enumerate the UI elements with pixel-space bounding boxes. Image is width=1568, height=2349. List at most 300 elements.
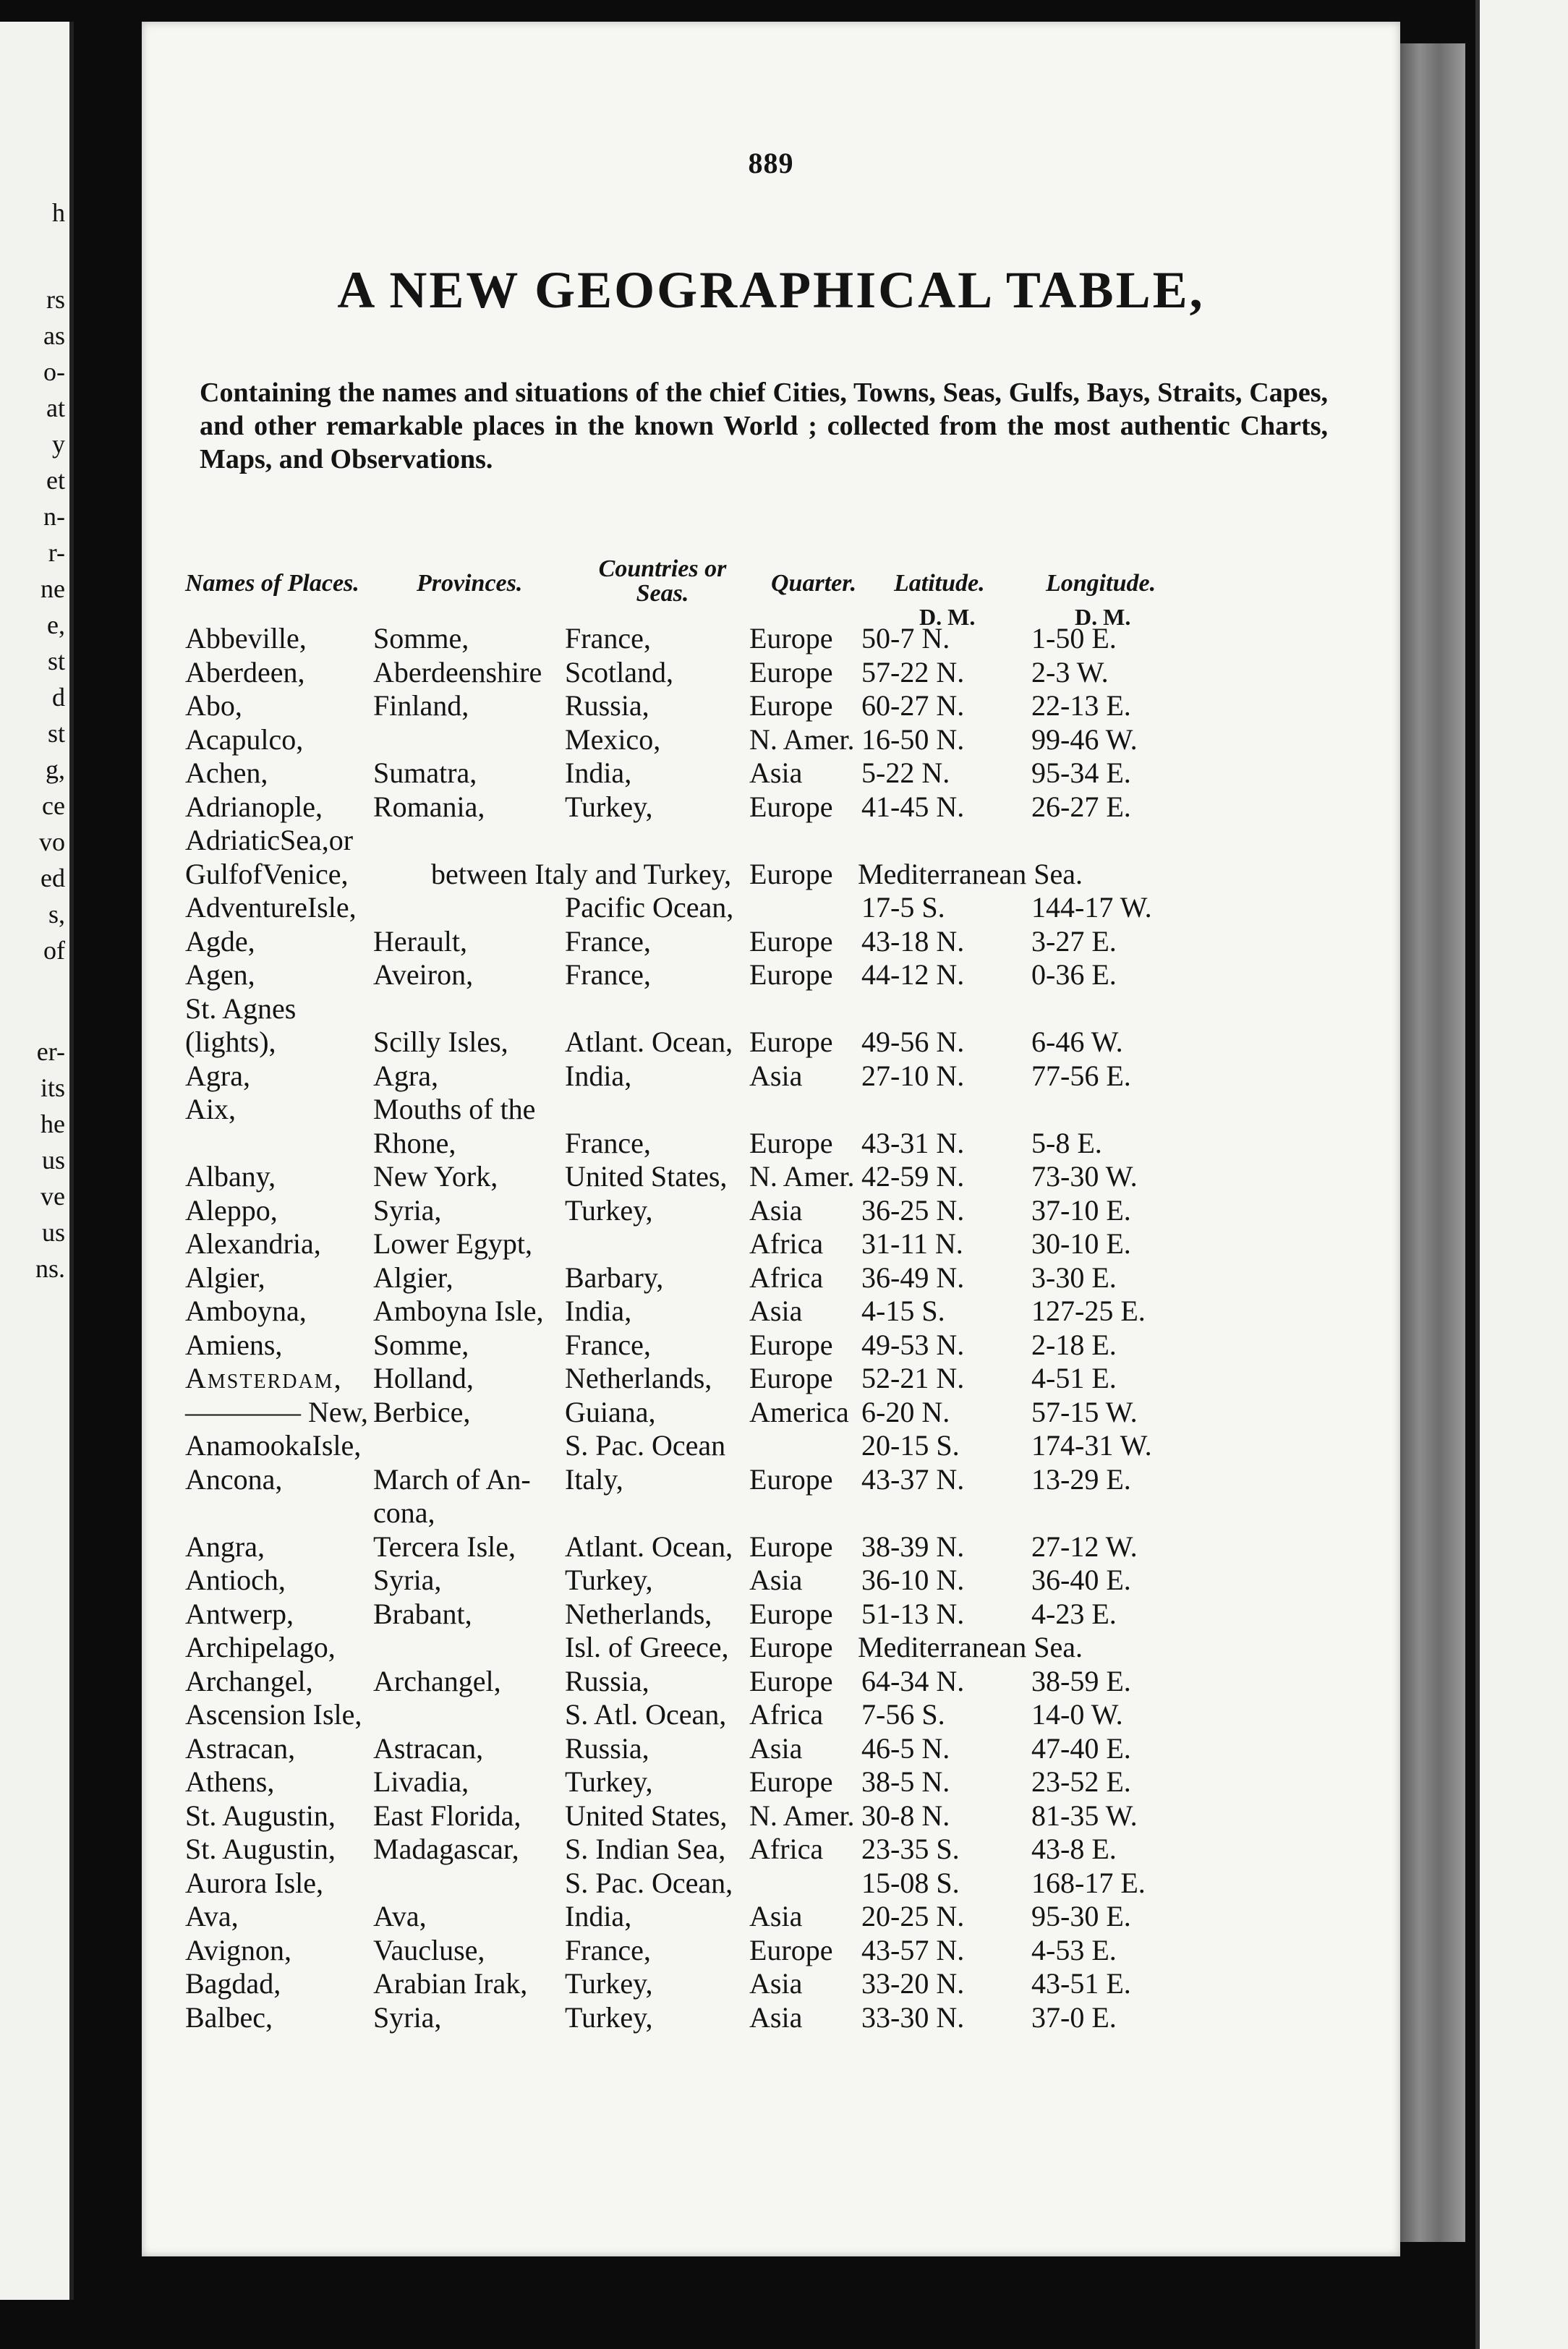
- facing-page-text-fragment: d: [52, 683, 65, 712]
- quarter-cell: Europe: [749, 655, 833, 688]
- place-name: Agra,: [185, 1059, 250, 1092]
- table-row: [142, 1967, 1400, 2001]
- facing-page-text-fragment: as: [43, 321, 65, 350]
- place-name: Antioch,: [185, 1564, 286, 1596]
- province-cell: Livadia,: [373, 1765, 469, 1798]
- page-fore-edge: [1400, 43, 1465, 2242]
- latitude-cell: 30-8 N.: [861, 1799, 950, 1832]
- province-cell: Holland,: [373, 1362, 474, 1394]
- place-name: Bagdad,: [185, 1967, 281, 2000]
- place-name: Amiens,: [185, 1328, 283, 1361]
- place-name: AnamookaIsle,: [185, 1429, 362, 1462]
- province-cell: Vaucluse,: [373, 1933, 485, 1966]
- latitude-cell: 6-20 N.: [861, 1395, 950, 1428]
- facing-page-edge: [0, 22, 74, 2300]
- latitude-cell: 27-10 N.: [861, 1059, 965, 1092]
- country-cell: Isl. of Greece,: [565, 1631, 729, 1663]
- longitude-cell: 174-31 W.: [1031, 1429, 1152, 1462]
- longitude-cell: 43-51 E.: [1031, 1967, 1131, 2000]
- country-cell: S. Pac. Ocean: [565, 1429, 726, 1462]
- latitude-cell: 44-12 N.: [861, 958, 965, 991]
- province-cell: Algier,: [373, 1261, 453, 1294]
- place-name: Antwerp,: [185, 1597, 294, 1630]
- quarter-cell: Europe: [749, 1462, 833, 1496]
- book-page: [142, 22, 1400, 2256]
- table-row: [142, 891, 1400, 925]
- table-row: [142, 1329, 1400, 1363]
- facing-page-text-fragment: rs: [46, 285, 65, 314]
- province-cell: Syria,: [373, 1564, 442, 1596]
- longitude-cell: 23-52 E.: [1031, 1765, 1131, 1798]
- facing-page-text-fragment: of: [43, 936, 65, 965]
- latitude-cell: 43-31 N.: [861, 1126, 965, 1159]
- quarter-cell: Europe: [749, 1026, 833, 1058]
- quarter-cell: Africa: [749, 1227, 824, 1260]
- place-name: Agde,: [185, 924, 255, 958]
- quarter-cell: Europe: [749, 689, 833, 722]
- latitude-cell: 52-21 N.: [861, 1362, 965, 1394]
- latitude-cell: 49-53 N.: [861, 1328, 965, 1361]
- country-cell: Guiana,: [565, 1395, 656, 1428]
- facing-page-text-fragment: st: [47, 719, 65, 748]
- place-name: Amsterdam,: [185, 1362, 343, 1394]
- quarter-cell: Asia: [749, 1059, 803, 1092]
- table-row: [142, 1060, 1400, 1094]
- country-cell: France,: [565, 1328, 651, 1361]
- longitude-cell: 38-59 E.: [1031, 1664, 1131, 1697]
- country-cell: Turkey,: [565, 790, 653, 823]
- quarter-cell: Asia: [749, 1564, 803, 1596]
- place-name: AdventureIsle,: [185, 891, 357, 924]
- quarter-cell: Africa: [749, 1833, 824, 1865]
- facing-page-text-fragment: h: [52, 198, 65, 227]
- facing-page-text-fragment: vo: [39, 827, 65, 856]
- latitude-cell: 36-25 N.: [861, 1193, 965, 1227]
- latitude-cell: 16-50 N.: [861, 722, 965, 756]
- province-cell: Rhone,: [373, 1126, 456, 1159]
- place-name: Aberdeen,: [185, 655, 305, 688]
- longitude-cell: 5-8 E.: [1031, 1126, 1102, 1159]
- province-cell: Madagascar,: [373, 1833, 519, 1865]
- country-cell: Mexico,: [565, 722, 661, 756]
- table-row: [142, 1732, 1400, 1766]
- table-row: [142, 858, 1400, 892]
- quarter-cell: Asia: [749, 1295, 803, 1327]
- facing-page-text-fragment: e,: [47, 610, 65, 639]
- table-row: [142, 1867, 1400, 1901]
- province-cell: Arabian Irak,: [373, 1967, 528, 2000]
- place-name: Aix,: [185, 1093, 236, 1125]
- quarter-cell: Asia: [749, 1731, 803, 1765]
- longitude-cell: 13-29 E.: [1031, 1462, 1131, 1496]
- latitude-cell: 31-11 N.: [861, 1227, 963, 1260]
- latitude-cell: Mediterranean Sea.: [858, 1631, 1083, 1663]
- latitude-cell: 36-10 N.: [861, 1564, 965, 1596]
- place-name: AdriaticSea,or: [185, 824, 354, 856]
- country-cell: Turkey,: [565, 1193, 653, 1227]
- page-title: A NEW GEOGRAPHICAL TABLE,: [337, 261, 1205, 319]
- latitude-cell: 50-7 N.: [861, 622, 950, 655]
- province-cell: Archangel,: [373, 1664, 501, 1697]
- column-header-quarter: Quarter.: [771, 570, 857, 597]
- table-row: [142, 1799, 1400, 1833]
- province-cell: Brabant,: [373, 1597, 472, 1630]
- table-row: [142, 1463, 1400, 1497]
- longitude-cell: 4-53 E.: [1031, 1933, 1117, 1966]
- country-cell: France,: [565, 1933, 651, 1966]
- table-row: [142, 1194, 1400, 1228]
- table-row: [142, 1026, 1400, 1060]
- province-cell: New York,: [373, 1160, 498, 1193]
- province-cell: Ava,: [373, 1900, 427, 1932]
- latitude-cell: 38-5 N.: [861, 1765, 950, 1798]
- province-cell: Berbice,: [373, 1395, 471, 1428]
- latitude-cell: 46-5 N.: [861, 1731, 950, 1765]
- quarter-cell: Africa: [749, 1261, 824, 1294]
- place-name: Adrianople,: [185, 790, 323, 823]
- facing-page-text-fragment: us: [41, 1218, 65, 1247]
- longitude-cell: 77-56 E.: [1031, 1059, 1131, 1092]
- country-cell: Atlant. Ocean,: [565, 1026, 733, 1058]
- place-name: Archangel,: [185, 1664, 313, 1697]
- quarter-cell: Europe: [749, 1362, 833, 1394]
- province-cell: cona,: [373, 1496, 435, 1529]
- country-cell: Barbary,: [565, 1261, 664, 1294]
- latitude-cell: 41-45 N.: [861, 790, 965, 823]
- table-row: [142, 723, 1400, 757]
- facing-page-text-fragment: y: [52, 430, 65, 459]
- country-cell: France,: [565, 622, 651, 655]
- place-name: Ava,: [185, 1900, 239, 1932]
- latitude-cell: 51-13 N.: [861, 1597, 965, 1630]
- facing-page-text-fragment: ns.: [35, 1254, 65, 1283]
- facing-page-text-fragment: st: [47, 647, 65, 675]
- place-name: St. Augustin,: [185, 1799, 336, 1832]
- latitude-cell: 38-39 N.: [861, 1530, 965, 1563]
- latitude-cell: 23-35 S.: [861, 1833, 960, 1865]
- country-cell: Turkey,: [565, 2000, 653, 2034]
- quarter-cell: N. Amer.: [749, 722, 855, 756]
- country-cell: Turkey,: [565, 1967, 653, 2000]
- quarter-cell: Asia: [749, 1193, 803, 1227]
- longitude-cell: 81-35 W.: [1031, 1799, 1138, 1832]
- table-row: [142, 689, 1400, 723]
- longitude-cell: 4-23 E.: [1031, 1597, 1117, 1630]
- country-cell: S. Indian Sea,: [565, 1833, 726, 1865]
- province-cell: Syria,: [373, 1193, 442, 1227]
- geographical-table: [142, 622, 1400, 2034]
- table-row: [142, 790, 1400, 824]
- longitude-cell: 43-8 E.: [1031, 1833, 1117, 1865]
- country-cell: Scotland,: [565, 655, 673, 688]
- province-cell: Somme,: [373, 1328, 469, 1361]
- country-cell: S. Atl. Ocean,: [565, 1698, 727, 1731]
- table-row: [142, 1429, 1400, 1463]
- place-name: Albany,: [185, 1160, 276, 1193]
- quarter-cell: Europe: [749, 1664, 833, 1697]
- place-name: Archipelago,: [185, 1631, 336, 1663]
- quarter-cell: Asia: [749, 1900, 803, 1932]
- province-cell: Astracan,: [373, 1731, 484, 1765]
- latitude-subheader: D. M.: [919, 604, 976, 630]
- country-cell: Russia,: [565, 1731, 649, 1765]
- longitude-cell: 127-25 E.: [1031, 1295, 1146, 1327]
- province-cell: Aberdeenshire: [373, 655, 542, 688]
- longitude-cell: 2-18 E.: [1031, 1328, 1117, 1361]
- table-row: [142, 1530, 1400, 1564]
- table-row: [142, 1362, 1400, 1396]
- table-row: [142, 1900, 1400, 1934]
- latitude-cell: 4-15 S.: [861, 1295, 945, 1327]
- table-row: [142, 824, 1400, 858]
- longitude-cell: 6-46 W.: [1031, 1026, 1123, 1058]
- table-row: [142, 656, 1400, 690]
- quarter-cell: Europe: [749, 1328, 833, 1361]
- place-name: Algier,: [185, 1261, 265, 1294]
- longitude-cell: 3-30 E.: [1031, 1261, 1117, 1294]
- province-cell: Sumatra,: [373, 756, 477, 789]
- intro-paragraph: Containing the names and situations of the chief Cities, Towns, Seas, Gulfs, Bays, Straits, Capes, and other remarkable places in the known World ; collected from the most authentic Charts, Maps, and Observations.: [200, 378, 1328, 474]
- quarter-cell: Asia: [749, 1967, 803, 2000]
- facing-page-text-fragment: at: [46, 393, 65, 422]
- quarter-cell: Europe: [749, 790, 833, 823]
- quarter-cell: Africa: [749, 1698, 824, 1731]
- column-header-names: Names of Places.: [185, 570, 359, 597]
- quarter-cell: America: [749, 1395, 849, 1428]
- country-cell: United States,: [565, 1799, 728, 1832]
- province-cell: Amboyna Isle,: [373, 1295, 544, 1327]
- table-row: [142, 622, 1400, 656]
- country-cell: Turkey,: [565, 1564, 653, 1596]
- place-name: Amboyna,: [185, 1295, 307, 1327]
- facing-page-text-fragment: ed: [41, 864, 65, 892]
- place-name: Abo,: [185, 689, 242, 722]
- longitude-cell: 26-27 E.: [1031, 790, 1131, 823]
- latitude-cell: 43-18 N.: [861, 924, 965, 958]
- longitude-cell: 2-3 W.: [1031, 655, 1109, 688]
- latitude-cell: 36-49 N.: [861, 1261, 965, 1294]
- latitude-cell: 20-15 S.: [861, 1429, 960, 1462]
- span-text: between Italy and Turkey,: [431, 857, 732, 890]
- country-cell: Netherlands,: [565, 1362, 712, 1394]
- province-cell: East Florida,: [373, 1799, 521, 1832]
- province-cell: March of An-: [373, 1462, 531, 1496]
- province-cell: Somme,: [373, 622, 469, 655]
- quarter-cell: Europe: [749, 1933, 833, 1966]
- longitude-cell: 168-17 E.: [1031, 1866, 1146, 1899]
- latitude-cell: Mediterranean Sea.: [858, 857, 1083, 890]
- table-row: [142, 1765, 1400, 1799]
- table-row: [142, 1295, 1400, 1329]
- province-cell: Herault,: [373, 924, 467, 958]
- facing-page-text-fragment: er-: [36, 1037, 65, 1066]
- place-name: Astracan,: [185, 1731, 296, 1765]
- place-name: Agen,: [185, 958, 255, 991]
- province-cell: Agra,: [373, 1059, 438, 1092]
- facing-page-text-fragment: its: [40, 1073, 65, 1102]
- country-cell: Italy,: [565, 1462, 623, 1496]
- place-name: St. Agnes: [185, 992, 297, 1025]
- longitude-cell: 14-0 W.: [1031, 1698, 1123, 1731]
- table-row: [142, 1227, 1400, 1261]
- longitude-cell: 3-27 E.: [1031, 924, 1117, 958]
- longitude-cell: 144-17 W.: [1031, 891, 1152, 924]
- facing-page-text-fragment: ve: [41, 1182, 65, 1211]
- facing-page-text-fragment: o-: [43, 357, 65, 386]
- place-name: St. Augustin,: [185, 1833, 336, 1865]
- quarter-cell: Europe: [749, 857, 833, 890]
- longitude-cell: 22-13 E.: [1031, 689, 1131, 722]
- province-cell: Romania,: [373, 790, 485, 823]
- place-name: Angra,: [185, 1530, 265, 1563]
- place-name: GulfofVenice,: [185, 857, 349, 890]
- quarter-cell: Europe: [749, 1765, 833, 1798]
- quarter-cell: Europe: [749, 1597, 833, 1630]
- latitude-cell: 33-20 N.: [861, 1967, 965, 2000]
- country-cell: Pacific Ocean,: [565, 891, 734, 924]
- province-cell: Mouths of the: [373, 1093, 536, 1125]
- quarter-cell: N. Amer.: [749, 1160, 855, 1193]
- place-name: Avignon,: [185, 1933, 292, 1966]
- country-cell: India,: [565, 1295, 632, 1327]
- longitude-cell: 95-30 E.: [1031, 1900, 1131, 1932]
- table-row: [142, 1160, 1400, 1194]
- facing-page-text-fragment: et: [46, 466, 65, 495]
- quarter-cell: Europe: [749, 958, 833, 991]
- longitude-cell: 30-10 E.: [1031, 1227, 1131, 1260]
- quarter-cell: Europe: [749, 1530, 833, 1563]
- latitude-cell: 57-22 N.: [861, 655, 965, 688]
- longitude-subheader: D. M.: [1075, 604, 1131, 630]
- country-cell: France,: [565, 1126, 651, 1159]
- table-row: [142, 2001, 1400, 2035]
- latitude-cell: 17-5 S.: [861, 891, 945, 924]
- longitude-cell: 73-30 W.: [1031, 1160, 1138, 1193]
- quarter-cell: Europe: [749, 1126, 833, 1159]
- place-name: Aurora Isle,: [185, 1866, 324, 1899]
- facing-page-text-fragment: n-: [43, 502, 65, 531]
- table-row: [142, 1396, 1400, 1430]
- latitude-cell: 5-22 N.: [861, 756, 950, 789]
- table-row: [142, 1564, 1400, 1598]
- table-row: [142, 1127, 1400, 1161]
- province-cell: Scilly Isles,: [373, 1026, 508, 1058]
- table-row: [142, 1665, 1400, 1699]
- facing-page-text-fragment: s,: [48, 900, 65, 929]
- longitude-cell: 4-51 E.: [1031, 1362, 1117, 1394]
- latitude-cell: 15-08 S.: [861, 1866, 960, 1899]
- province-cell: Syria,: [373, 2000, 442, 2034]
- longitude-cell: 95-34 E.: [1031, 756, 1131, 789]
- page-number: 889: [748, 147, 794, 179]
- country-cell: France,: [565, 924, 651, 958]
- country-cell: United States,: [565, 1160, 728, 1193]
- latitude-cell: 42-59 N.: [861, 1160, 965, 1193]
- latitude-cell: 64-34 N.: [861, 1664, 965, 1697]
- longitude-cell: 37-10 E.: [1031, 1193, 1131, 1227]
- facing-page-text-fragment: g,: [46, 755, 65, 784]
- column-header-provinces: Provinces.: [417, 570, 523, 597]
- latitude-cell: 33-30 N.: [861, 2000, 965, 2034]
- place-name: ———— New,: [185, 1395, 368, 1428]
- country-cell: S. Pac. Ocean,: [565, 1866, 733, 1899]
- facing-page-text-fragment: r-: [48, 538, 65, 567]
- table-row: [142, 756, 1400, 790]
- outer-page-edge: [1475, 0, 1568, 2349]
- place-name: Ancona,: [185, 1462, 283, 1496]
- table-row: [142, 1598, 1400, 1632]
- facing-page-text-fragment: he: [41, 1109, 65, 1138]
- longitude-cell: 37-0 E.: [1031, 2000, 1117, 2034]
- place-name: Balbec,: [185, 2000, 273, 2034]
- table-row: [142, 1833, 1400, 1867]
- table-row: [142, 1093, 1400, 1127]
- table-row: [142, 1698, 1400, 1732]
- province-cell: Lower Egypt,: [373, 1227, 532, 1260]
- column-header-countries: Countries or Seas.: [598, 555, 727, 607]
- column-header-latitude: Latitude.: [894, 570, 985, 597]
- province-cell: Aveiron,: [373, 958, 474, 991]
- place-name: (lights),: [185, 1026, 276, 1058]
- country-cell: Atlant. Ocean,: [565, 1530, 733, 1563]
- longitude-cell: 99-46 W.: [1031, 722, 1138, 756]
- country-cell: India,: [565, 1059, 632, 1092]
- table-row: [142, 1261, 1400, 1295]
- longitude-cell: 27-12 W.: [1031, 1530, 1138, 1563]
- facing-page-text-fragment: ne: [41, 574, 65, 603]
- quarter-cell: Asia: [749, 2000, 803, 2034]
- quarter-cell: Europe: [749, 924, 833, 958]
- province-cell: Finland,: [373, 689, 469, 722]
- longitude-cell: 57-15 W.: [1031, 1395, 1138, 1428]
- quarter-cell: Europe: [749, 622, 833, 655]
- place-name: Acapulco,: [185, 722, 304, 756]
- place-name: Athens,: [185, 1765, 275, 1798]
- country-cell: Russia,: [565, 689, 649, 722]
- country-cell: Netherlands,: [565, 1597, 712, 1630]
- latitude-cell: 7-56 S.: [861, 1698, 945, 1731]
- latitude-cell: 20-25 N.: [861, 1900, 965, 1932]
- latitude-cell: 60-27 N.: [861, 689, 965, 722]
- table-row: [142, 1631, 1400, 1665]
- table-row: [142, 925, 1400, 959]
- table-row: [142, 992, 1400, 1026]
- longitude-cell: 1-50 E.: [1031, 622, 1117, 655]
- place-name: Abbeville,: [185, 622, 307, 655]
- latitude-cell: 43-57 N.: [861, 1933, 965, 1966]
- longitude-cell: 36-40 E.: [1031, 1564, 1131, 1596]
- facing-page-text-fragment: ce: [42, 791, 65, 820]
- quarter-cell: N. Amer.: [749, 1799, 855, 1832]
- column-header-longitude: Longitude.: [1046, 570, 1156, 597]
- country-cell: France,: [565, 958, 651, 991]
- place-name: Aleppo,: [185, 1193, 278, 1227]
- country-cell: India,: [565, 1900, 632, 1932]
- table-row: [142, 958, 1400, 992]
- country-cell: Russia,: [565, 1664, 649, 1697]
- quarter-cell: Europe: [749, 1631, 833, 1663]
- province-cell: Tercera Isle,: [373, 1530, 516, 1563]
- place-name: Alexandria,: [185, 1227, 321, 1260]
- table-row: [142, 1496, 1400, 1530]
- quarter-cell: Asia: [749, 756, 803, 789]
- place-name: Ascension Isle,: [185, 1698, 362, 1731]
- place-name: Achen,: [185, 756, 268, 789]
- country-cell: Turkey,: [565, 1765, 653, 1798]
- longitude-cell: 0-36 E.: [1031, 958, 1117, 991]
- facing-page-text-fragment: us: [41, 1146, 65, 1174]
- table-row: [142, 1934, 1400, 1968]
